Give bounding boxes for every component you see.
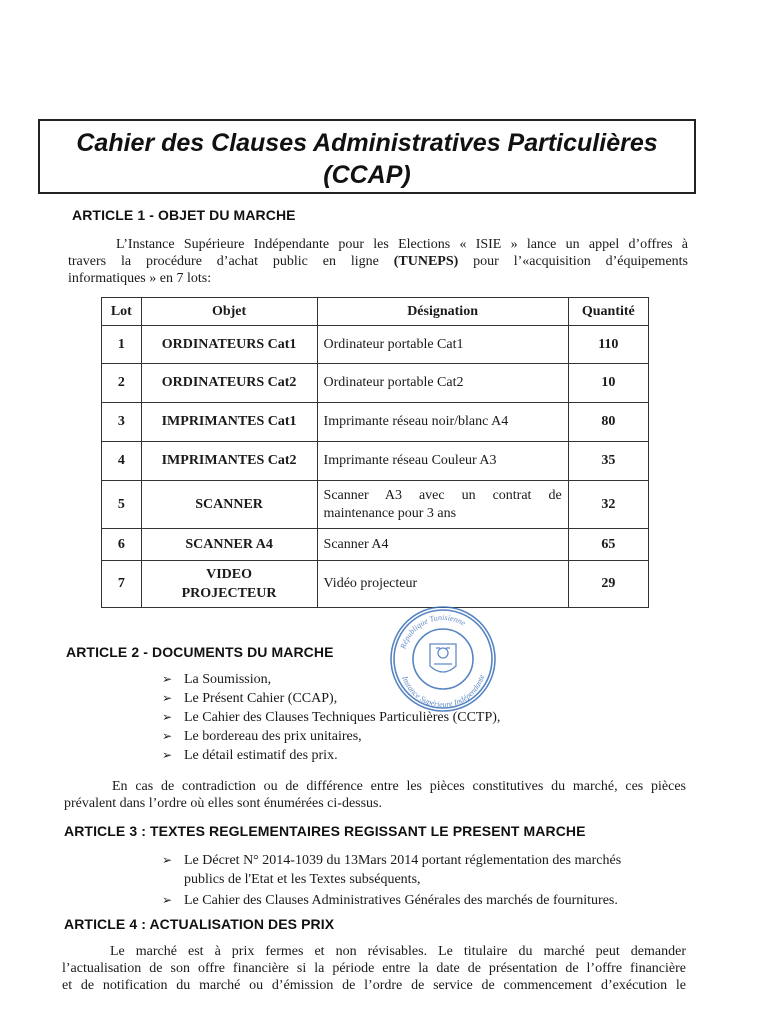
cell-designation: Vidéo projecteur xyxy=(317,561,568,608)
list-item xyxy=(162,851,682,889)
cell-quantite: 32 xyxy=(568,481,648,529)
article2-paragraph xyxy=(64,778,686,812)
arrow-bullet-icon: ➢ xyxy=(162,893,173,907)
stamp-text-top: République Tunisienne xyxy=(398,612,468,650)
stamp-emblem-icon xyxy=(430,644,456,672)
arrow-bullet-icon: ➢ xyxy=(162,672,173,686)
arrow-bullet-icon: ➢ xyxy=(162,691,173,705)
list-item-text: Le bordereau des prix unitaires, xyxy=(184,729,362,744)
cell-objet: SCANNER xyxy=(141,481,317,529)
article2-heading: ARTICLE 2 - DOCUMENTS DU MARCHE xyxy=(66,644,334,660)
cell-quantite: 29 xyxy=(568,561,648,608)
cell-objet-line2: PROJECTEUR xyxy=(181,586,277,601)
cell-quantite: 65 xyxy=(568,529,648,561)
cell-designation: Ordinateur portable Cat2 xyxy=(317,364,568,403)
article4-paragraph xyxy=(62,943,686,994)
cell-designation-line1: Scanner A3 avec un contrat de xyxy=(323,487,562,503)
article1-line1: L’Instance Supérieure Indépendante pour les Elections « ISIE » lance un appel d’offres à xyxy=(116,237,688,252)
table-header-row xyxy=(102,298,649,326)
cell-designation xyxy=(317,481,568,529)
cell-designation: Imprimante réseau Couleur A3 xyxy=(317,442,568,481)
stamp-text-bottom: Instance Supérieure Indépendante xyxy=(400,673,487,710)
cell-quantite: 110 xyxy=(568,326,648,364)
document-title: Cahier des Clauses Administratives Particulières xyxy=(76,129,658,157)
col-header-designation: Désignation xyxy=(317,298,568,326)
cell-quantite: 80 xyxy=(568,403,648,442)
cell-objet: ORDINATEURS Cat1 xyxy=(141,326,317,364)
article2-line1: En cas de contradiction ou de différence entre les pièces constitutives du marché, ces pièces xyxy=(112,779,686,794)
col-header-objet: Objet xyxy=(141,298,317,326)
table-row xyxy=(102,403,649,442)
cell-lot: 3 xyxy=(102,403,142,442)
article1-line3: informatiques » en 7 lots: xyxy=(68,271,212,286)
cell-objet xyxy=(141,561,317,608)
cell-quantite: 10 xyxy=(568,364,648,403)
article2-line2: prévalent dans l’ordre où elles sont énumérées ci-dessus. xyxy=(64,796,383,811)
table-row xyxy=(102,561,649,608)
arrow-bullet-icon: ➢ xyxy=(162,729,173,743)
table-row xyxy=(102,442,649,481)
arrow-bullet-icon: ➢ xyxy=(162,853,173,867)
list-item xyxy=(162,670,500,689)
cell-objet: ORDINATEURS Cat2 xyxy=(141,364,317,403)
table-row xyxy=(102,481,649,529)
lots-table xyxy=(101,297,649,608)
cell-designation: Ordinateur portable Cat1 xyxy=(317,326,568,364)
document-title-box xyxy=(38,119,696,194)
cell-designation-line2: maintenance pour 3 ans xyxy=(323,505,457,521)
list-item-text: Le détail estimatif des prix. xyxy=(184,748,338,763)
list-item-text: Le Cahier des Clauses Administratives Générales des marchés de fournitures. xyxy=(184,893,618,908)
article4-line1: Le marché est à prix fermes et non révisables. Le titulaire du marché peut demander xyxy=(110,944,686,959)
cell-designation: Scanner A4 xyxy=(317,529,568,561)
cell-lot: 7 xyxy=(102,561,142,608)
list-item xyxy=(162,689,500,708)
cell-designation: Imprimante réseau noir/blanc A4 xyxy=(317,403,568,442)
article1-line2 xyxy=(68,253,688,270)
col-header-lot: Lot xyxy=(102,298,142,326)
article1-line2-end: pour l’«acquisition d’équipements xyxy=(458,254,688,269)
list-item xyxy=(162,746,500,765)
tuneps-label: (TUNEPS) xyxy=(393,254,459,269)
article1-line2-start: travers la procédure d’achat public en ligne xyxy=(68,254,394,269)
article1-heading: ARTICLE 1 - OBJET DU MARCHE xyxy=(72,207,296,223)
article3-heading: ARTICLE 3 : TEXTES REGLEMENTAIRES REGISSANT LE PRESENT MARCHE xyxy=(64,823,586,839)
cell-lot: 5 xyxy=(102,481,142,529)
list-item xyxy=(162,727,500,746)
table-row xyxy=(102,326,649,364)
article4-line3: et de notification du marché ou d’émission de l’ordre de service de commencement d’exécution le xyxy=(62,978,686,993)
cell-lot: 2 xyxy=(102,364,142,403)
article1-paragraph xyxy=(68,236,688,287)
cell-objet: IMPRIMANTES Cat1 xyxy=(141,403,317,442)
list-item-text: Le Présent Cahier (CCAP), xyxy=(184,691,338,706)
list-item xyxy=(162,708,500,727)
table-row xyxy=(102,364,649,403)
list-item-text: Le Décret N° 2014-1039 du 13Mars 2014 portant réglementation des marchés xyxy=(184,853,622,868)
cell-objet: SCANNER A4 xyxy=(141,529,317,561)
list-item-text: La Soumission, xyxy=(184,672,272,687)
col-header-quantite: Quantité xyxy=(568,298,648,326)
arrow-bullet-icon: ➢ xyxy=(162,748,173,762)
cell-lot: 4 xyxy=(102,442,142,481)
documents-list xyxy=(162,670,500,765)
document-subtitle: (CCAP) xyxy=(323,161,411,189)
table-row xyxy=(102,529,649,561)
cell-lot: 1 xyxy=(102,326,142,364)
list-item-text-continued: publics de l'Etat et les Textes subséquents, xyxy=(184,872,421,887)
cell-objet: IMPRIMANTES Cat2 xyxy=(141,442,317,481)
article4-line2: l’actualisation de son offre financière si la période entre la date de présentation de l’offre financière xyxy=(62,961,686,976)
list-item-text: Le Cahier des Clauses Techniques Particulières (CCTP), xyxy=(184,710,501,725)
cell-quantite: 35 xyxy=(568,442,648,481)
list-item xyxy=(162,891,682,910)
texts-list xyxy=(162,851,682,910)
article4-heading: ARTICLE 4 : ACTUALISATION DES PRIX xyxy=(64,916,335,932)
cell-lot: 6 xyxy=(102,529,142,561)
cell-objet-line1: VIDEO xyxy=(206,567,253,582)
arrow-bullet-icon: ➢ xyxy=(162,710,173,724)
